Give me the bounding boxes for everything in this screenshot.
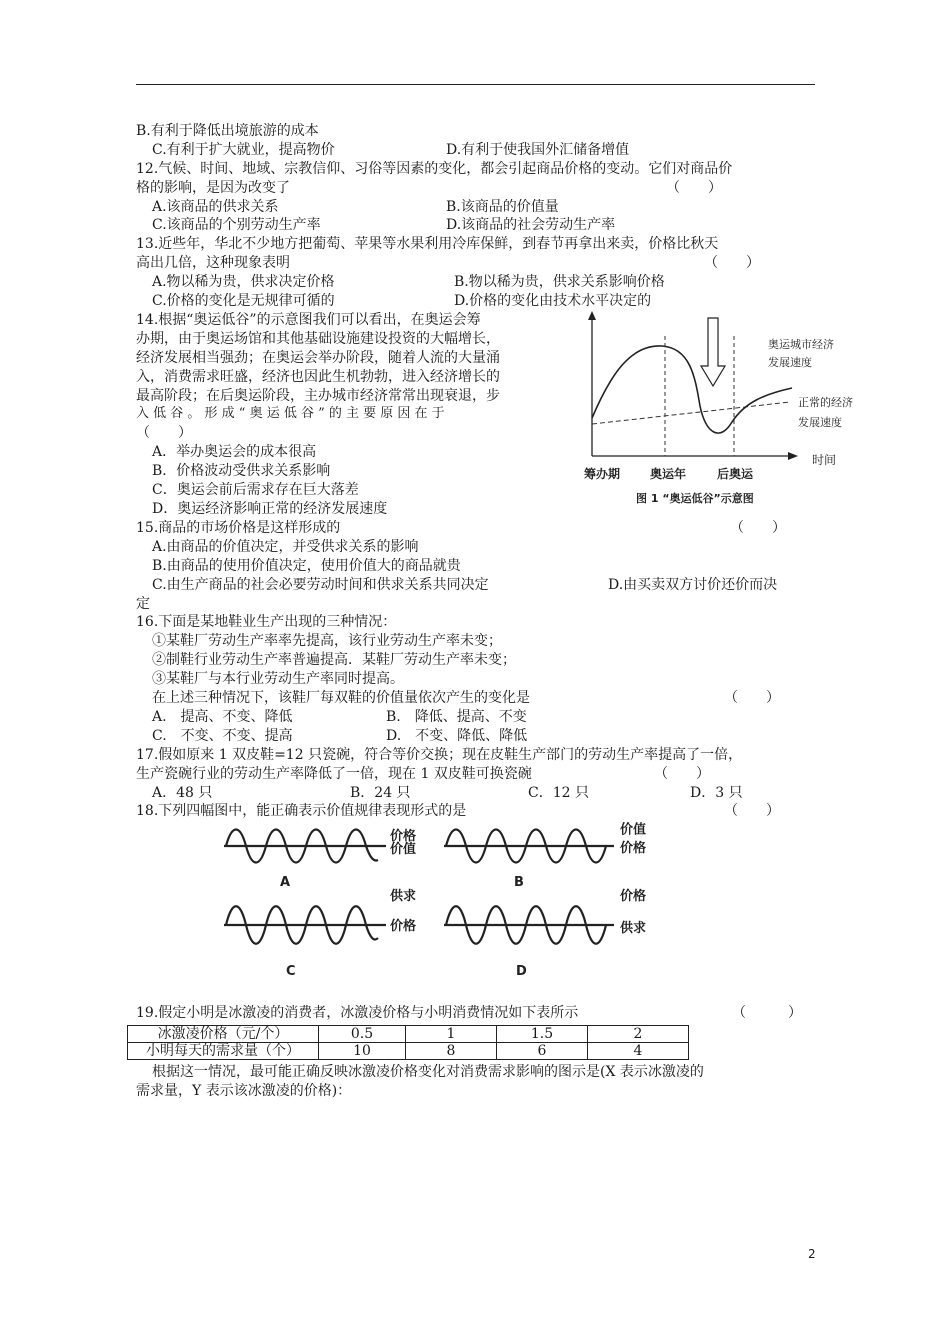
table-cell: 8 <box>406 1043 497 1060</box>
q15-option-d: D.由买卖双方讨价还价而决 <box>608 577 778 593</box>
fig-a-top-label: 价格 <box>390 829 417 844</box>
table-cell: 冰激凌价格（元/个） <box>128 1026 319 1043</box>
q18-stem: 18.下列四幅图中，能正确表示价值规律表现形式的是 <box>136 803 467 819</box>
label-normal-growth-2: 发展速度 <box>798 416 842 429</box>
table-cell: 6 <box>497 1043 588 1060</box>
fig-b-letter: B <box>514 875 524 890</box>
fig-d-bottom-label: 供求 <box>620 921 647 936</box>
q17-option-b: B．24 只 <box>350 785 411 801</box>
q19-stem: 19.假定小明是冰激凌的消费者，冰激凌价格与小明消费情况如下表所示 <box>136 1005 579 1021</box>
q12-option-c: C.该商品的个别劳动生产率 <box>152 217 321 233</box>
q15-option-c: C.由生产商品的社会必要劳动时间和供求关系共同决定 <box>152 577 489 593</box>
q14-stem-line5: 最高阶段；在后奥运阶段，主办城市经济常常出现衰退，步 <box>136 388 500 404</box>
table-cell: 小明每天的需求量（个） <box>128 1043 319 1060</box>
header-rule <box>136 84 815 85</box>
fig-c-top-label: 供求 <box>390 889 417 904</box>
fig-b-bottom-label: 价格 <box>620 841 647 856</box>
q14-answer-bracket: （ ） <box>136 425 192 441</box>
price-demand-table <box>127 1025 689 1060</box>
label-city-growth-1: 奥运城市经济 <box>768 338 834 351</box>
fig-a-bottom-label: 价值 <box>390 842 417 857</box>
q14-stem-line6: 入 低 谷 。 形 成 “ 奥 运 低 谷 ” 的 主 要 原 因 在 于 <box>136 406 445 421</box>
q18-answer-bracket: （ ） <box>724 803 780 819</box>
q19-followup-line2: 需求量，Y 表示该冰激凌的价格)： <box>136 1083 352 1099</box>
fig-a-letter: A <box>280 875 291 890</box>
table-cell: 2 <box>588 1026 689 1043</box>
table-cell: 1.5 <box>497 1026 588 1043</box>
q12-stem-line1: 12.气候、时间、地域、宗教信仰、习俗等因素的变化，都会引起商品价格的变动。它们对商品价 <box>136 161 733 177</box>
q11-option-d: D.有利于使我国外汇储备增值 <box>446 142 630 158</box>
q13-option-a: A.物以稀为贵，供求决定价格 <box>152 274 335 290</box>
q13-stem-line1: 13.近些年，华北不少地方把葡萄、苹果等水果利用冷库保鲜，到春节再拿出来卖，价格比秋天 <box>136 236 719 252</box>
fig-d-top-label: 价格 <box>620 889 647 904</box>
q19-followup-line1: 根据这一情况，最可能正确反映冰激凌价格变化对消费需求影响的图示是(X 表示冰激凌的 <box>152 1064 704 1080</box>
q16-situation-2: ②制鞋行业劳动生产率普遍提高．某鞋厂劳动生产率未变； <box>152 652 516 668</box>
q12-option-b: B.该商品的价值量 <box>446 199 559 215</box>
fig-b-top-label: 价值 <box>620 822 647 838</box>
q15-stem: 15.商品的市场价格是这样形成的 <box>136 520 341 536</box>
q16-option-b: B. 降低、提高、不变 <box>386 709 527 725</box>
q14-stem-line3: 经济发展相当强劲；在奥运会举办阶段，随着人流的大量涌 <box>136 350 500 366</box>
q13-option-d: D.价格的变化由技术水平决定的 <box>454 293 652 309</box>
q16-answer-bracket: （ ） <box>724 690 780 706</box>
page-number: 2 <box>808 1247 816 1261</box>
q17-answer-bracket: （ ） <box>654 766 710 782</box>
q14-stem-line2: 办期，由于奥运场馆和其他基础设施建设投资的大幅增长， <box>136 331 500 347</box>
q16-situation-3: ③某鞋厂与本行业劳动生产率同时提高。 <box>152 671 404 687</box>
q15-option-d-cont: 定 <box>136 596 150 612</box>
olympic-trough-figure <box>580 306 880 520</box>
q13-option-b: B.物以稀为贵，供求关系影响价格 <box>454 274 665 290</box>
q16-situation-1: ①某鞋厂劳动生产率率先提高，该行业劳动生产率未变； <box>152 633 502 649</box>
q16-question: 在上述三种情况下，该鞋厂每双鞋的价值量依次产生的变化是 <box>152 690 530 706</box>
q17-stem-line2: 生产瓷碗行业的劳动生产率降低了一倍，现在 1 双皮鞋可换瓷碗 <box>136 766 532 782</box>
q12-option-d: D.该商品的社会劳动生产率 <box>446 217 616 233</box>
q12-answer-bracket: （ ） <box>666 180 722 196</box>
q13-answer-bracket: （ ） <box>704 255 760 271</box>
q11-option-b: B.有利于降低出境旅游的成本 <box>136 123 319 139</box>
figure-caption: 图 1 “奥运低谷”示意图 <box>636 492 754 505</box>
q17-option-c: C．12 只 <box>528 785 589 801</box>
q17-option-d: D．3 只 <box>690 785 743 801</box>
value-law-figures <box>218 820 668 988</box>
xlabel-post-olympic: 后奥运 <box>717 467 754 481</box>
table-cell: 1 <box>406 1026 497 1043</box>
q12-stem-line2: 格的影响，是因为改变了 <box>136 180 290 196</box>
q16-option-d: D. 不变、降低、降低 <box>386 728 528 744</box>
xlabel-prep: 筹办期 <box>584 467 621 481</box>
q16-option-c: C. 不变、不变、提高 <box>152 728 293 744</box>
q14-stem-line4: 入，消费需求旺盛，经济也因此生机勃勃，进入经济增长的 <box>136 369 500 385</box>
table-cell: 10 <box>319 1043 406 1060</box>
label-city-growth-2: 发展速度 <box>768 356 812 369</box>
q17-stem-line1: 17.假如原来 1 双皮鞋=12 只瓷碗，符合等价交换；现在皮鞋生产部门的劳动生产率提高了一倍， <box>136 747 743 763</box>
q16-stem: 16.下面是某地鞋业生产出现的三种情况： <box>136 614 397 630</box>
q15-answer-bracket: （ ） <box>730 520 786 536</box>
fig-c-letter: C <box>286 964 296 979</box>
q11-option-c: C.有利于扩大就业，提高物价 <box>152 142 335 158</box>
q13-stem-line2: 高出几倍，这种现象表明 <box>136 255 290 271</box>
q15-option-a: A.由商品的价值决定，并受供求关系的影响 <box>152 539 419 555</box>
q12-option-a: A.该商品的供求关系 <box>152 199 279 215</box>
fig-d-letter: D <box>516 964 527 979</box>
q16-option-a: A. 提高、不变、降低 <box>152 709 293 725</box>
table-row <box>128 1026 689 1043</box>
q15-option-b: B.由商品的使用价值决定，使用价值大的商品就贵 <box>152 558 461 574</box>
q14-option-a: A．举办奥运会的成本很高 <box>152 444 317 460</box>
q14-option-b: B．价格波动受供求关系影响 <box>152 463 331 479</box>
q17-option-a: A．48 只 <box>152 785 213 801</box>
label-normal-growth-1: 正常的经济 <box>798 396 853 409</box>
q14-option-d: D．奥运经济影响正常的经济发展速度 <box>152 501 388 517</box>
xlabel-time: 时间 <box>812 453 837 467</box>
table-cell: 4 <box>588 1043 689 1060</box>
q13-option-c: C.价格的变化是无规律可循的 <box>152 293 335 309</box>
q19-answer-bracket: （ ） <box>732 1005 802 1021</box>
xlabel-olympic-year: 奥运年 <box>650 467 687 481</box>
table-row <box>128 1043 689 1060</box>
table-cell: 0.5 <box>319 1026 406 1043</box>
q14-stem-line1: 14.根据“奥运低谷”的示意图我们可以看出，在奥运会筹 <box>136 312 481 328</box>
q14-option-c: C．奥运会前后需求存在巨大落差 <box>152 482 359 498</box>
fig-c-bottom-label: 价格 <box>390 919 417 934</box>
